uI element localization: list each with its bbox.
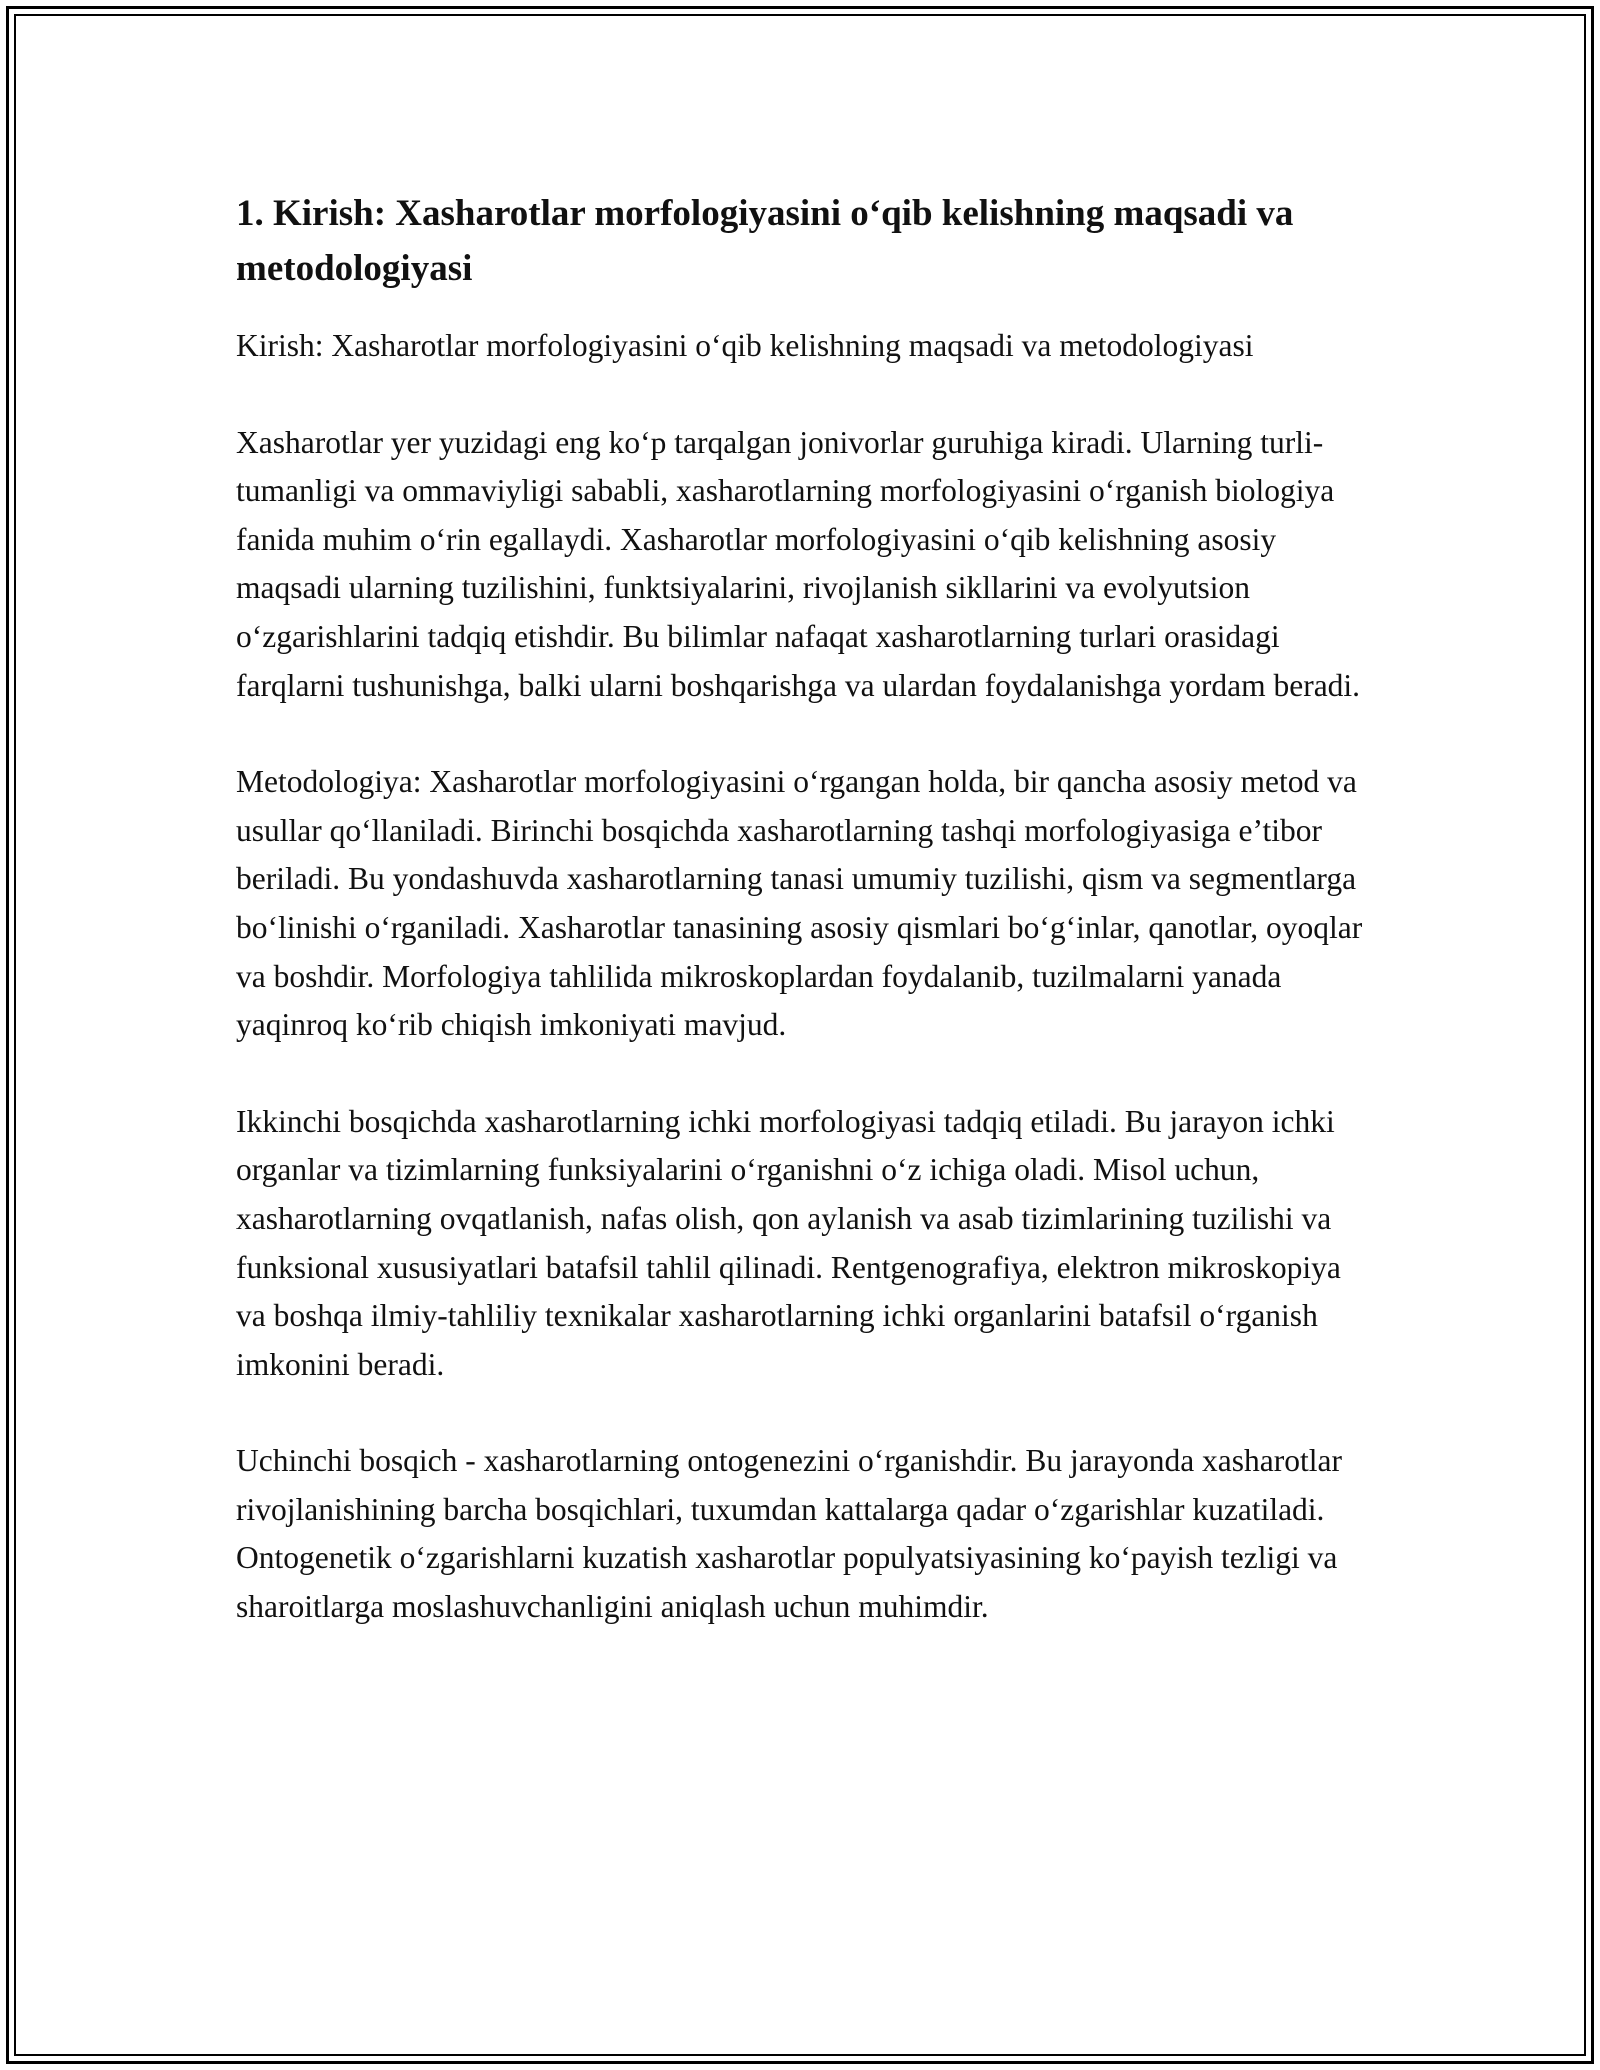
methodology-paragraph: Metodologiya: Xasharotlar morfologiyasini o‘rgangan holda, bir qancha asosiy metod va usullar qo‘llaniladi. Birinchi bosqichda xasharotlarning tashqi morfologiyasiga e’tibor beriladi. Bu yondashuvda xasharotlarning tanasi umumiy tuzilishi, qism va segmentlarga bo‘linishi o‘rganiladi. Xasharotlar tanasining asosiy qismlari bo‘g‘inlar, qanotlar, oyoqlar va boshdir. Morfologiya tahlilida mikroskoplardan foydalanib, tuzilmalarni yanada yaqinroq ko‘rib chiqish imkoniyati mavjud. — [236, 764, 1363, 1043]
intro-subtitle-paragraph: Kirish: Xasharotlar morfologiyasini o‘qib kelishning maqsadi va metodologiyasi — [236, 328, 1254, 363]
third-stage-paragraph: Uchinchi bosqich - xasharotlarning ontogenezini o‘rganishdir. Bu jarayonda xasharotlar rivojlanishining barcha bosqichlari, tuxumdan kattalarga qadar o‘zgarishlar kuzatiladi. Ontogenetik o‘zgarishlarni kuzatish xasharotlar populyatsiyasining ko‘payish tezligi va sharoitlarga moslashuvchanligini aniqlash uchun muhimdir. — [236, 1443, 1342, 1625]
section-heading: 1. Kirish: Xasharotlar morfologiyasini o‘qib kelishning maqsadi va metodologiyasi — [236, 193, 1294, 289]
second-stage-paragraph: Ikkinchi bosqichda xasharotlarning ichki morfologiyasi tadqiq etiladi. Bu jarayon ichki organlar va tizimlarning funksiyalarini o‘rganishni o‘z ichiga oladi. Misol uchun, xasharotlarning ovqatlanish, nafas olish, qon aylanish va asab tizimlarining tuzilishi va funksional xususiyatlari batafsil tahlil qilinadi. Rentgenografiya, elektron mikroskopiya va boshqa ilmiy-tahliliy texnikalar xasharotlarning ichki organlarini batafsil o‘rganish imkonini beradi. — [236, 1103, 1341, 1382]
purpose-paragraph: Xasharotlar yer yuzidagi eng ko‘p tarqalgan jonivorlar guruhiga kiradi. Ularning turli-tumanligi va ommaviyligi sababli, xasharotlarning morfologiyasini o‘rganish biologiya fanida muhim o‘rin egallaydi. Xasharotlar morfologiyasini o‘qib kelishning asosiy maqsadi ularning tuzilishini, funktsiyalarini, rivojlanish sikllarini va evolyutsion o‘zgarishlarini tadqiq etishdir. Bu bilimlar nafaqat xasharotlarning turlari orasidagi farqlarni tushunishga, balki ularni boshqarishga va ulardan foydalanishga yordam beradi. — [236, 424, 1361, 703]
document-body — [236, 186, 1368, 1680]
